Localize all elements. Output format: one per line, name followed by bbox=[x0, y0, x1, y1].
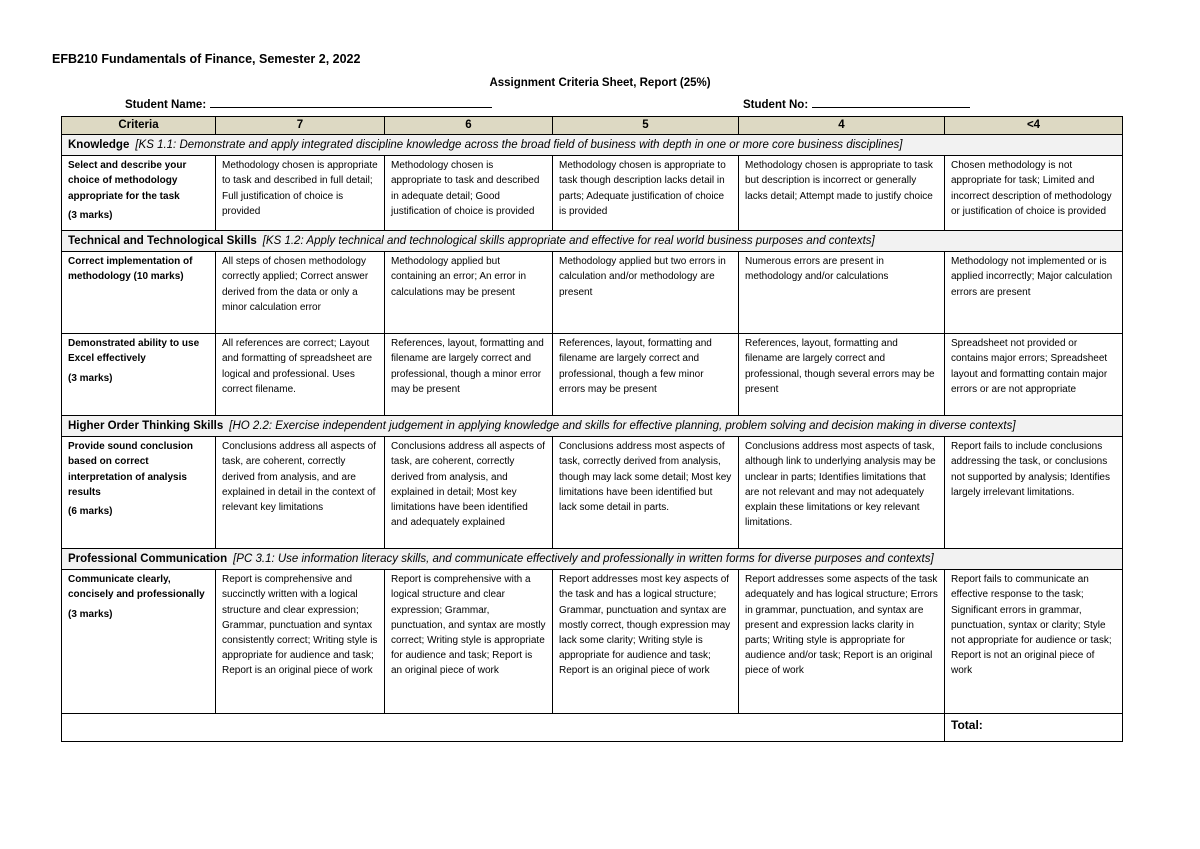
sheet-title: Assignment Criteria Sheet, Report (25%) bbox=[489, 77, 711, 89]
col-4: 4 bbox=[739, 117, 945, 135]
section-row-knowledge bbox=[62, 135, 1123, 156]
grade-cell-6: Methodology chosen is appropriate to task and described in adequate detail; Good justification of choice is provided bbox=[385, 156, 553, 231]
grade-cell-below-4: Report fails to communicate an effective response to the task; Significant errors in grammar, punctuation, syntax or clarity; Style not appropriate for audience or task; Report is not an original piece of work bbox=[945, 570, 1123, 714]
criterion-row bbox=[62, 156, 1123, 231]
criterion-row bbox=[62, 570, 1123, 714]
col-criteria: Criteria bbox=[62, 117, 216, 135]
criterion-cell bbox=[62, 437, 216, 549]
criterion-row bbox=[62, 437, 1123, 549]
section-desc: [HO 2.2: Exercise independent judgement in applying knowledge and skills for effective planning, problem solving and decision making in diverse contexts] bbox=[229, 419, 1016, 432]
section-desc: [KS 1.2: Apply technical and technological skills appropriate and effective for real world business purposes and contexts] bbox=[262, 234, 875, 247]
section-row-technical bbox=[62, 231, 1123, 252]
criterion-text: Select and describe your choice of methodology appropriate for the task bbox=[68, 160, 187, 202]
grade-cell-6: Methodology applied but containing an error; An error in calculations may be present bbox=[385, 252, 553, 334]
course-title: EFB210 Fundamentals of Finance, Semester 2, 2022 bbox=[52, 52, 361, 66]
col-7: 7 bbox=[216, 117, 385, 135]
criterion-row bbox=[62, 334, 1123, 416]
grade-cell-7: All steps of chosen methodology correctly applied; Correct answer derived from the data or only a minor calculation error bbox=[216, 252, 385, 334]
criterion-text: Demonstrated ability to use Excel effectively bbox=[68, 338, 200, 365]
grade-cell-6: Report is comprehensive with a logical structure and clear expression; Grammar, punctuation, and syntax are mostly correct; Writing style is appropriate for audience and task; Report is an original piece of work bbox=[385, 570, 553, 714]
student-name-label: Student Name: bbox=[125, 99, 207, 111]
section-desc: [KS 1.1: Demonstrate and apply integrated discipline knowledge across the broad field of business with depth in one or more core business disciplines] bbox=[135, 138, 903, 151]
col-below-4: <4 bbox=[945, 117, 1123, 135]
grade-cell-5: References, layout, formatting and filename are largely correct and professional, though a few minor errors may be present bbox=[553, 334, 739, 416]
col-5: 5 bbox=[553, 117, 739, 135]
criterion-marks: (6 marks) bbox=[68, 506, 113, 518]
grade-cell-below-4: Spreadsheet not provided or contains major errors; Spreadsheet layout and formatting contain major errors or are not appropriate bbox=[945, 334, 1123, 416]
criterion-text: Provide sound conclusion based on correct interpretation of analysis results bbox=[68, 441, 194, 498]
grade-cell-7: Report is comprehensive and succinctly written with a logical structure and clear expression; Grammar, punctuation and syntax consistently correct; Writing style is appropriate for audience and task; Report is an original piece of work bbox=[216, 570, 385, 714]
criterion-row bbox=[62, 252, 1123, 334]
grade-cell-5: Conclusions address most aspects of task, correctly derived from analysis, though may lack some detail; Most key limitations have been identified but lack some detail in parts. bbox=[553, 437, 739, 549]
grade-cell-6: References, layout, formatting and filename are largely correct and professional, though a minor error may be present bbox=[385, 334, 553, 416]
grade-cell-5: Report addresses most key aspects of the task and has a logical structure; Grammar, punctuation and syntax are mostly correct, though expression may lack some clarity; Writing style is appropriate for audience and task; Report is an original piece of work bbox=[553, 570, 739, 714]
total-blank bbox=[62, 714, 945, 742]
student-name-field[interactable] bbox=[125, 96, 492, 111]
criterion-text: Communicate clearly, concisely and professionally bbox=[68, 574, 205, 601]
student-name-line[interactable] bbox=[210, 96, 492, 108]
section-name: Technical and Technological Skills bbox=[68, 234, 257, 247]
grade-cell-below-4: Report fails to include conclusions addressing the task, or conclusions not supported by analysis; Identifies largely irrelevant limitations. bbox=[945, 437, 1123, 549]
criterion-text: Correct implementation of methodology (10 marks) bbox=[68, 256, 193, 283]
criterion-marks: (3 marks) bbox=[68, 372, 113, 384]
grade-cell-7: Methodology chosen is appropriate to task and described in full detail; Full justification of choice is provided bbox=[216, 156, 385, 231]
grade-cell-below-4: Methodology not implemented or is applied incorrectly; Major calculation errors are present bbox=[945, 252, 1123, 334]
criteria-table bbox=[61, 116, 1123, 742]
col-6: 6 bbox=[385, 117, 553, 135]
grade-cell-4: Numerous errors are present in methodology and/or calculations bbox=[739, 252, 945, 334]
grade-cell-4: Conclusions address most aspects of task, although link to underlying analysis may be unclear in parts; Identifies limitations that are not relevant and may not adequately explain these limitations or key relevant limitations. bbox=[739, 437, 945, 549]
section-row-higher-order bbox=[62, 416, 1123, 437]
grade-cell-4: References, layout, formatting and filename are largely correct and professional, though several errors may be present bbox=[739, 334, 945, 416]
criterion-cell bbox=[62, 252, 216, 334]
section-name: Professional Communication bbox=[68, 552, 228, 565]
section-desc: [PC 3.1: Use information literacy skills, and communicate effectively and professionally in written forms for diverse purposes and contexts] bbox=[233, 552, 934, 565]
student-no-line[interactable] bbox=[812, 96, 970, 108]
section-row-professional bbox=[62, 549, 1123, 570]
section-name: Higher Order Thinking Skills bbox=[68, 419, 224, 432]
grade-cell-6: Conclusions address all aspects of task, are coherent, correctly derived from analysis, and explained in detail; Most key limitations have been identified and adequately explained bbox=[385, 437, 553, 549]
grade-cell-7: All references are correct; Layout and formatting of spreadsheet are logical and professional. Uses correct filename. bbox=[216, 334, 385, 416]
header-row bbox=[62, 117, 1123, 135]
student-no-field[interactable] bbox=[743, 96, 970, 111]
student-no-label: Student No: bbox=[743, 99, 809, 111]
criterion-marks: (3 marks) bbox=[68, 209, 113, 221]
grade-cell-4: Methodology chosen is appropriate to task but description is incorrect or generally lacks detail; Attempt made to justify choice bbox=[739, 156, 945, 231]
criterion-cell bbox=[62, 570, 216, 714]
criterion-marks: (3 marks) bbox=[68, 608, 113, 620]
total-cell[interactable]: Total: bbox=[945, 714, 1123, 742]
grade-cell-4: Report addresses some aspects of the task adequately and has logical structure; Errors in grammar, punctuation, and syntax are present and expression lacks clarity in parts; Writing style is appropriate for audience and/or task; Report is an original piece of work bbox=[739, 570, 945, 714]
grade-cell-5: Methodology chosen is appropriate to task though description lacks detail in parts; Adequate justification of choice is provided bbox=[553, 156, 739, 231]
grade-cell-5: Methodology applied but two errors in calculation and/or methodology are present bbox=[553, 252, 739, 334]
total-row bbox=[62, 714, 1123, 742]
criterion-cell bbox=[62, 156, 216, 231]
section-name: Knowledge bbox=[68, 138, 130, 151]
criterion-cell bbox=[62, 334, 216, 416]
grade-cell-below-4: Chosen methodology is not appropriate for task; Limited and incorrect description of methodology or justification of choice is provided bbox=[945, 156, 1123, 231]
grade-cell-7: Conclusions address all aspects of task, are coherent, correctly derived from analysis, and are explained in detail in the context of relevant key limitations bbox=[216, 437, 385, 549]
